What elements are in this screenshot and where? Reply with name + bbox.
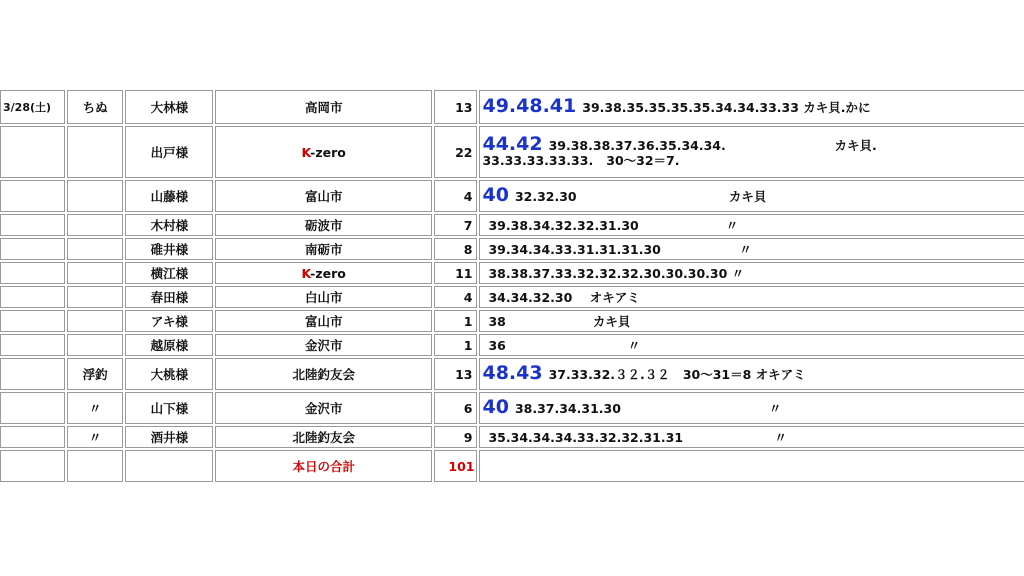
- sizes-text: 35.34.34.34.33.32.32.31.31 〃: [488, 430, 787, 445]
- total-cell-date: [0, 450, 65, 482]
- detail-cell: [479, 214, 1024, 236]
- location-text: 高岡市: [304, 99, 343, 115]
- location-cell: [215, 238, 432, 260]
- angler-name-cell: 木村様: [125, 214, 213, 236]
- angler-name-cell: 酒井様: [125, 426, 213, 448]
- table-row: [0, 286, 1024, 308]
- max-size-text: 44.42: [482, 132, 543, 155]
- date-cell: [0, 358, 65, 390]
- date-cell: [0, 392, 65, 424]
- date-cell: [0, 214, 65, 236]
- location-cell: [215, 214, 432, 236]
- angler-name-cell: 大桃様: [125, 358, 213, 390]
- fish-type-cell: 浮釣: [67, 358, 124, 390]
- location-text: 北陸釣友会: [292, 429, 355, 445]
- angler-name-cell: 横江様: [125, 262, 213, 284]
- count-cell: 13: [434, 90, 478, 124]
- fish-type-cell: [67, 214, 124, 236]
- detail-cell: [479, 286, 1024, 308]
- table-row: [0, 392, 1024, 424]
- location-text: 金沢市: [304, 400, 343, 416]
- location-cell: [215, 126, 432, 178]
- fish-type-cell: [67, 286, 124, 308]
- angler-name-cell: 碓井様: [125, 238, 213, 260]
- location-cell: [215, 358, 432, 390]
- total-cell-fish: [67, 450, 124, 482]
- sizes-text: 38.37.34.31.30 〃: [514, 401, 782, 416]
- date-cell: [0, 310, 65, 332]
- table-row: [0, 262, 1024, 284]
- angler-name-cell: 出戸様: [125, 126, 213, 178]
- angler-name-cell: 大林様: [125, 90, 213, 124]
- angler-name-cell: 越原様: [125, 334, 213, 356]
- table-row: [0, 238, 1024, 260]
- location-text: 北陸釣友会: [292, 366, 355, 382]
- count-cell: 6: [434, 392, 478, 424]
- count-cell: 22: [434, 126, 478, 178]
- count-cell: 1: [434, 334, 478, 356]
- table-row: [0, 310, 1024, 332]
- location-cell: [215, 310, 432, 332]
- fish-type-cell: ちぬ: [67, 90, 124, 124]
- angler-name-cell: アキ様: [125, 310, 213, 332]
- total-cell-detail: [479, 450, 1024, 482]
- location-cell: [215, 180, 432, 212]
- fish-type-cell: 〃: [67, 426, 124, 448]
- location-cell: [215, 286, 432, 308]
- sizes-text: 36 〃: [488, 338, 641, 353]
- angler-name-cell: 春田様: [125, 286, 213, 308]
- location-text: 南砺市: [304, 241, 343, 257]
- location-text: 富山市: [304, 188, 343, 204]
- total-count: 101: [434, 450, 478, 482]
- location-cell: [215, 334, 432, 356]
- total-cell-name: [125, 450, 213, 482]
- detail-cell: [479, 126, 1024, 178]
- location-text: 富山市: [304, 313, 343, 329]
- count-cell: 1: [434, 310, 478, 332]
- sizes-text: 34.34.32.30 オキアミ: [488, 290, 640, 305]
- fish-type-cell: [67, 310, 124, 332]
- detail-cell: [479, 358, 1024, 390]
- count-cell: 13: [434, 358, 478, 390]
- sizes-text-line2: 33.33.33.33.33. 30～32＝7.: [482, 152, 680, 168]
- sizes-text: 39.38.35.35.35.35.34.34.33.33 カキ貝.かに: [582, 100, 871, 115]
- total-row: [0, 450, 1024, 482]
- location-cell: [215, 262, 432, 284]
- location-text: -zero: [310, 265, 346, 281]
- detail-cell: [479, 262, 1024, 284]
- location-text: -zero: [310, 144, 346, 160]
- sizes-text: 37.33.32.３２.３２ 30～31＝8 オキアミ: [548, 367, 806, 382]
- sizes-text: 39.34.34.33.31.31.31.30 〃: [488, 242, 752, 257]
- fish-type-cell: [67, 334, 124, 356]
- date-cell: [0, 286, 65, 308]
- total-label: 本日の合計: [215, 450, 432, 482]
- catch-table-body: [0, 90, 1024, 448]
- location-cell: [215, 90, 432, 124]
- sizes-text: 38.38.37.33.32.32.32.30.30.30.30 〃: [488, 266, 745, 281]
- max-size-text: 40: [482, 396, 509, 418]
- detail-cell: [479, 310, 1024, 332]
- catch-table: [0, 88, 1024, 484]
- sizes-text: 32.32.30 カキ貝: [514, 189, 767, 204]
- count-cell: 7: [434, 214, 478, 236]
- location-highlight: K: [301, 265, 311, 281]
- detail-cell: [479, 90, 1024, 124]
- location-cell: [215, 392, 432, 424]
- fish-type-cell: [67, 180, 124, 212]
- table-row: [0, 214, 1024, 236]
- location-text: 金沢市: [304, 337, 343, 353]
- date-cell: [0, 238, 65, 260]
- fish-type-cell: [67, 238, 124, 260]
- count-cell: 4: [434, 180, 478, 212]
- count-cell: 9: [434, 426, 478, 448]
- count-cell: 11: [434, 262, 478, 284]
- table-row: [0, 180, 1024, 212]
- date-cell: 3/28(土): [0, 90, 65, 124]
- location-text: 砺波市: [304, 217, 343, 233]
- date-cell: [0, 426, 65, 448]
- table-row: [0, 358, 1024, 390]
- count-cell: 4: [434, 286, 478, 308]
- max-size-text: 40: [482, 184, 509, 206]
- max-size-text: 48.43: [482, 362, 543, 384]
- date-cell: [0, 180, 65, 212]
- detail-cell: [479, 180, 1024, 212]
- detail-cell: [479, 334, 1024, 356]
- fish-type-cell: 〃: [67, 392, 124, 424]
- table-row: [0, 426, 1024, 448]
- detail-cell: [479, 238, 1024, 260]
- date-cell: [0, 262, 65, 284]
- fish-type-cell: [67, 126, 124, 178]
- date-cell: [0, 126, 65, 178]
- detail-cell: [479, 392, 1024, 424]
- sizes-text: 39.38.38.37.36.35.34.34. カキ貝.: [548, 137, 877, 153]
- table-row: [0, 126, 1024, 178]
- location-highlight: K: [301, 144, 311, 160]
- sizes-text: 39.38.34.32.32.31.30 〃: [488, 218, 739, 233]
- max-size-text: 49.48.41: [482, 95, 577, 117]
- table-row: [0, 90, 1024, 124]
- detail-cell: [479, 426, 1024, 448]
- location-cell: [215, 426, 432, 448]
- fish-type-cell: [67, 262, 124, 284]
- angler-name-cell: 山藤様: [125, 180, 213, 212]
- count-cell: 8: [434, 238, 478, 260]
- date-cell: [0, 334, 65, 356]
- table-row: [0, 334, 1024, 356]
- sizes-text: 38 カキ貝: [488, 314, 631, 329]
- location-text: 白山市: [304, 289, 343, 305]
- angler-name-cell: 山下様: [125, 392, 213, 424]
